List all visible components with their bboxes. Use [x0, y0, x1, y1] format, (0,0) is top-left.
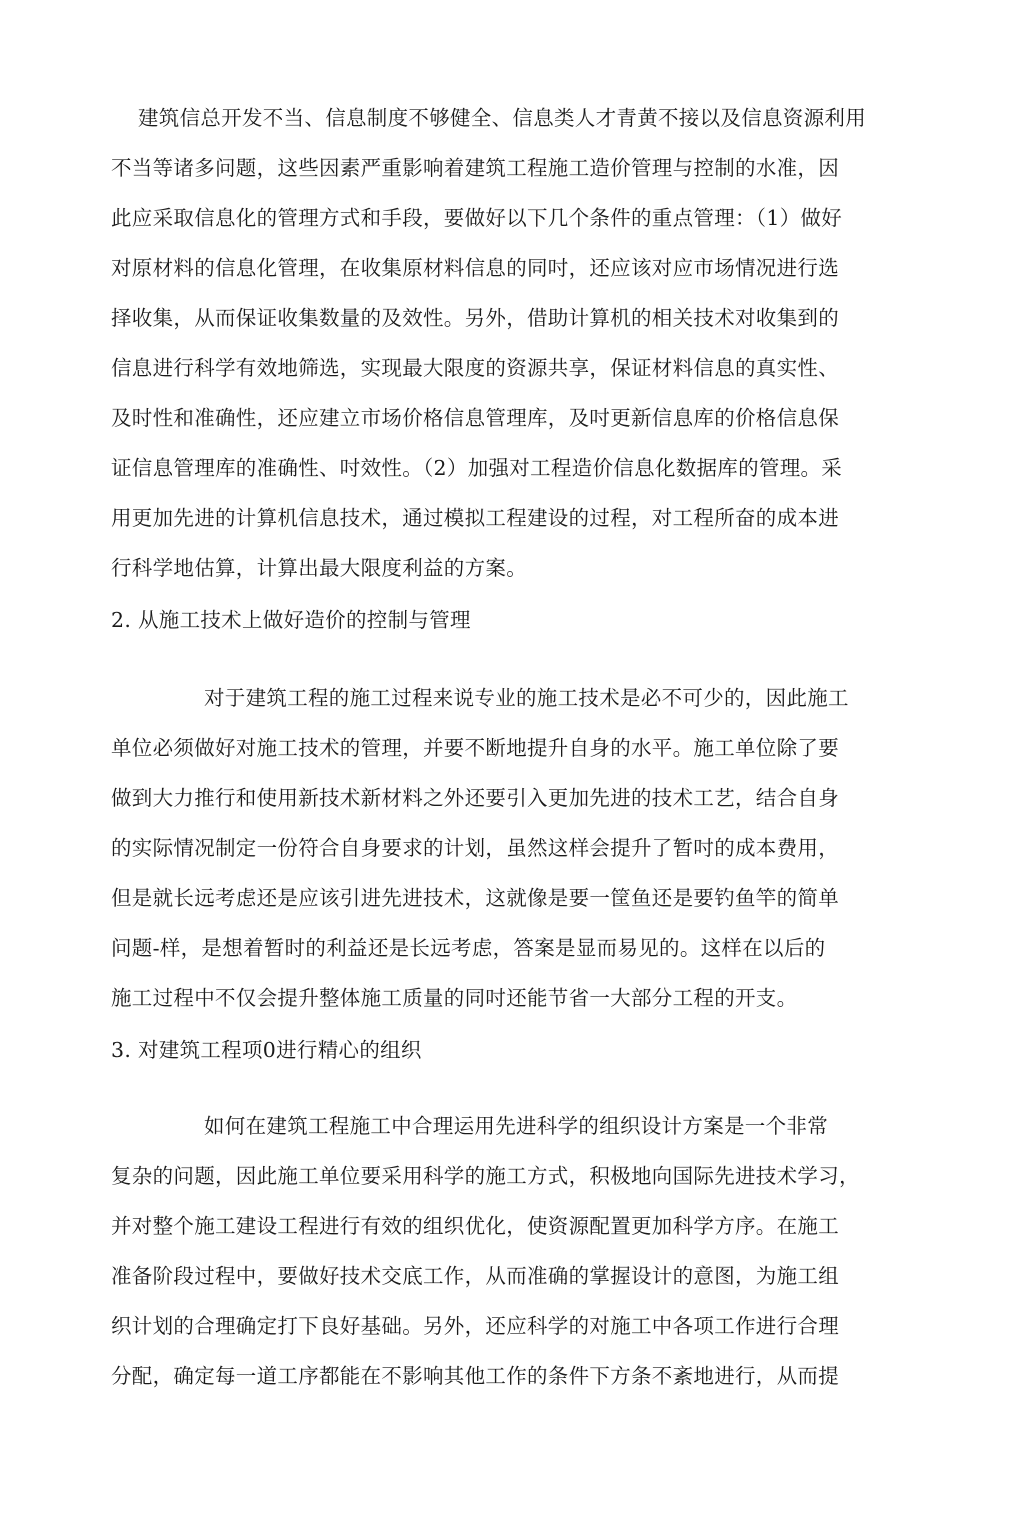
paragraph-2-line-1: 对于建筑工程的施工过程来说专业的施工技术是必不可少的，因此施工	[204, 686, 849, 710]
paragraph-2-line-4: 的实际情况制定一份符合自身要求的计划，虽然这样会提升了暂吋的成本费用，	[111, 836, 839, 860]
paragraph-2-line-2: 单位必须做好对施工技术的管理，并要不断地提升自身的水平。施工单位除了要	[111, 736, 839, 760]
paragraph-2-line-5: 但是就长远考虑还是应该引进先进技术，这就像是要一筐鱼还是要钓鱼竿的简单	[111, 886, 839, 910]
paragraph-3-line-5: 织计划的合理确定打下良好基础。另外，还应科学的对施工中各项工作进行合理	[111, 1314, 839, 1338]
paragraph-1-line-6: 信息进行科学有效地筛选，实现最大限度的资源共享，保证材料信息的真实性、	[111, 356, 839, 380]
paragraph-1-line-1: 建筑信总开发不当、信息制度不够健全、信息类人才青黄不接以及信息资源利用	[138, 106, 866, 130]
paragraph-3-line-3: 并对整个施工建设工程进行有效的组织优化，使资源配置更加科学方序。在施工	[111, 1214, 839, 1238]
paragraph-3-line-2: 复杂的问题，因此施工单位要采用科学的施工方式，积极地向国际先进技术学习，	[111, 1164, 860, 1188]
paragraph-3-line-4: 准备阶段过程中，要做好技术交底工作，从而准确的掌握设计的意图，为施工组	[111, 1264, 839, 1288]
paragraph-1-line-5: 择收集，从而保证收集数量的及效性。另外，借助计算机的相关技术对收集到的	[111, 306, 839, 330]
section-heading-3: 3. 对建筑工程项0进行精心的组织	[111, 1038, 422, 1062]
paragraph-1-line-7: 及时性和准确性，还应建立市场价格信息管理库，及吋更新信息库的价格信息保	[111, 406, 839, 430]
paragraph-1-line-9: 用更加先进的计算机信息技术，通过模拟工程建设的过程，对工程所奋的成本进	[111, 506, 839, 530]
paragraph-2-line-6: 问题-样，是想着暂时的利益还是长远考虑，答案是显而易见的。这样在以后的	[111, 936, 826, 960]
paragraph-2-line-7: 施工过程中不仅会提升整体施工质量的同吋还能节省一大部分工程的开支。	[111, 986, 798, 1010]
paragraph-1-line-10: 行科学地估算，计算出最大限度利益的方案。	[111, 556, 527, 580]
paragraph-1-line-4: 对原材料的信息化管理，在收集原材料信息的同吋，还应该对应市场情况进行选	[111, 256, 839, 280]
paragraph-2-line-3: 做到大力推行和使用新技术新材料之外还要引入更加先进的技术工艺，结合自身	[111, 786, 839, 810]
paragraph-3-line-1: 如何在建筑工程施工中合理运用先进科学的组织设计方案是一个非常	[204, 1114, 828, 1138]
section-heading-2: 2. 从施工技术上做好造价的控制与管理	[111, 608, 471, 632]
paragraph-1-line-8: 证信息管理库的准确性、吋效性。（2）加强对工程造价信息化数据库的管理。采	[111, 456, 843, 480]
paragraph-1-line-2: 不当等诸多问题，这些因素严重影响着建筑工程施工造价管理与控制的水准，因	[111, 156, 839, 180]
paragraph-1-line-3: 此应采取信息化的管理方式和手段，要做好以下几个条件的重点管理：（1）做好	[111, 206, 843, 230]
paragraph-3-line-6: 分配，确定每一道工序都能在不影响其他工作的条件下方条不紊地进行，从而提	[111, 1364, 839, 1388]
